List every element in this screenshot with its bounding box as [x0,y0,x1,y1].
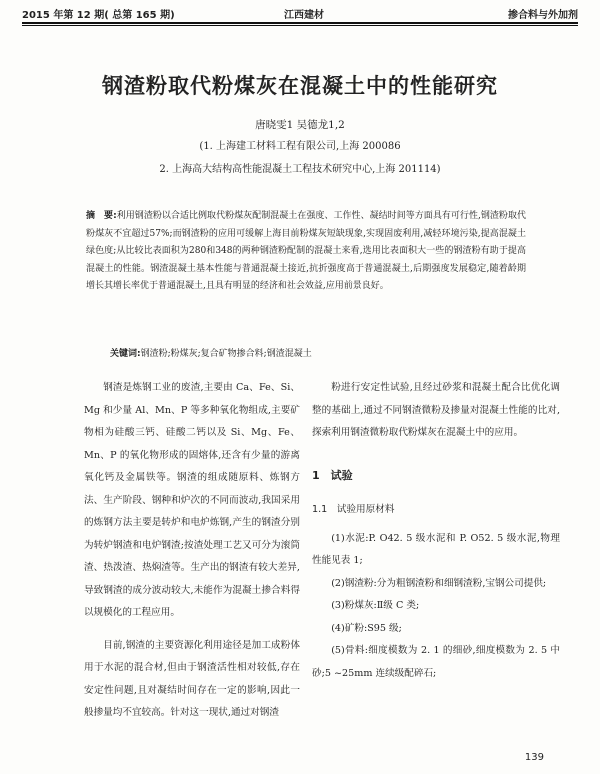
subsection-heading: 1.1 试验用原材料 [312,504,395,515]
material-item: (2)钢渣粉:分为粗钢渣粉和细钢渣粉,宝钢公司提供; [331,577,547,589]
affiliation-1: (1. 上海建工材料工程有限公司,上海 200086 [199,141,401,152]
material-item: (3)粉煤灰:Ⅱ级 C 类; [331,600,420,611]
material-item: (5)骨料:细度模数为 2. 1 的细砂,细度模数为 2. 5 中砂;5 ~25mm 连续级配碎石; [312,645,560,679]
running-header [22,6,578,22]
body-paragraph: 目前,钢渣的主要资源化利用途径是加工成粉体用于水泥的混合材,但由于钢渣活性相对较低,存在安定性问题,且对凝结时间存在一定的影响,因此一般掺量均不宜较高。针对这一现状,通过对钢渣 [84,639,300,718]
journal-name: 江西建材 [284,10,324,21]
material-item: (4)矿粉:S95 级; [331,622,402,634]
journal-issue: 2015 年第 12 期( 总第 165 期) [22,10,175,21]
right-column [312,377,560,685]
material-item: (1)水泥:P. O42. 5 级水泥和 P. O52. 5 级水泥,物理性能见表 1; [312,532,560,566]
abstract-text: 利用钢渣粉以合适比例取代粉煤灰配制混凝土在强度、工作性、凝结时间等方面具有可行性,钢渣粉取代粉煤灰不宜超过57%;而钢渣粉的应用可缓解上海目前粉煤灰短缺现象,实现固废利用,减轻环境污染,提高混凝土绿色度;从比较比表面积为280和348的两种钢渣粉配制的混凝土来看,选用比表面积大一些的钢渣粉有助于提高混凝土的性能。钢渣混凝土基本性能与普通混凝土接近,抗折强度高于普通混凝土,后期强度发展稳定,随着龄期增长其增长率优于普通混凝土,且具有明显的经济和社会效益,应用前景良好。 [86,211,526,292]
affiliation-2: 2. 上海高大结构高性能混凝土工程技术研究中心,上海 201114) [159,164,441,175]
header-rule [22,22,578,24]
body-paragraph: 粉进行安定性试验,且经过砂浆和混凝土配合比优化调整的基础上,通过不同钢渣微粉及掺量对混凝土性能的比对,探索利用钢渣微粉取代粉煤灰在混凝土中的应用。 [312,382,560,438]
authors: 唐晓雯1 吴德龙1,2 [255,119,345,131]
section-heading: 1 试验 [312,468,353,482]
abstract-label: 摘 要: [86,211,117,221]
left-column [84,377,300,725]
header-rule-thin [22,25,578,26]
keywords-text: 钢渣粉;粉煤灰;复合矿物掺合料;钢渣混凝土 [140,349,312,359]
page-number: 139 [524,752,544,763]
column-name: 掺合料与外加剂 [508,10,578,21]
abstract [86,208,526,296]
body-paragraph: 钢渣是炼钢工业的废渣,主要由 Ca、Fe、Si、Mg 和少量 Al、Mn、P 等多种氧化物组成,主要矿物相为硅酸三钙、硅酸二钙以及 Si、Mg、Fe、Mn、P 的氧化物形成的固熔体,还含有少量的游离氧化钙及金属铁等。钢渣的组成随原料、炼钢方法、生产阶段、钢种和炉次的不同而波动,我国采用的炼钢方法主要是转炉和电炉炼钢,产生的钢渣分别为转炉钢渣和电炉钢渣;按渣处理工艺又可分为滚筒渣、热泼渣、热焖渣等。生产出的钢渣有较大差异,导致钢渣的成分波动较大,未能作为混凝土掺合料得以规模化的工程应用。 [84,382,300,618]
keywords-label: 关键词: [110,349,141,359]
paper-title: 钢渣粉取代粉煤灰在混凝土中的性能研究 [102,74,498,98]
keywords [110,346,530,359]
